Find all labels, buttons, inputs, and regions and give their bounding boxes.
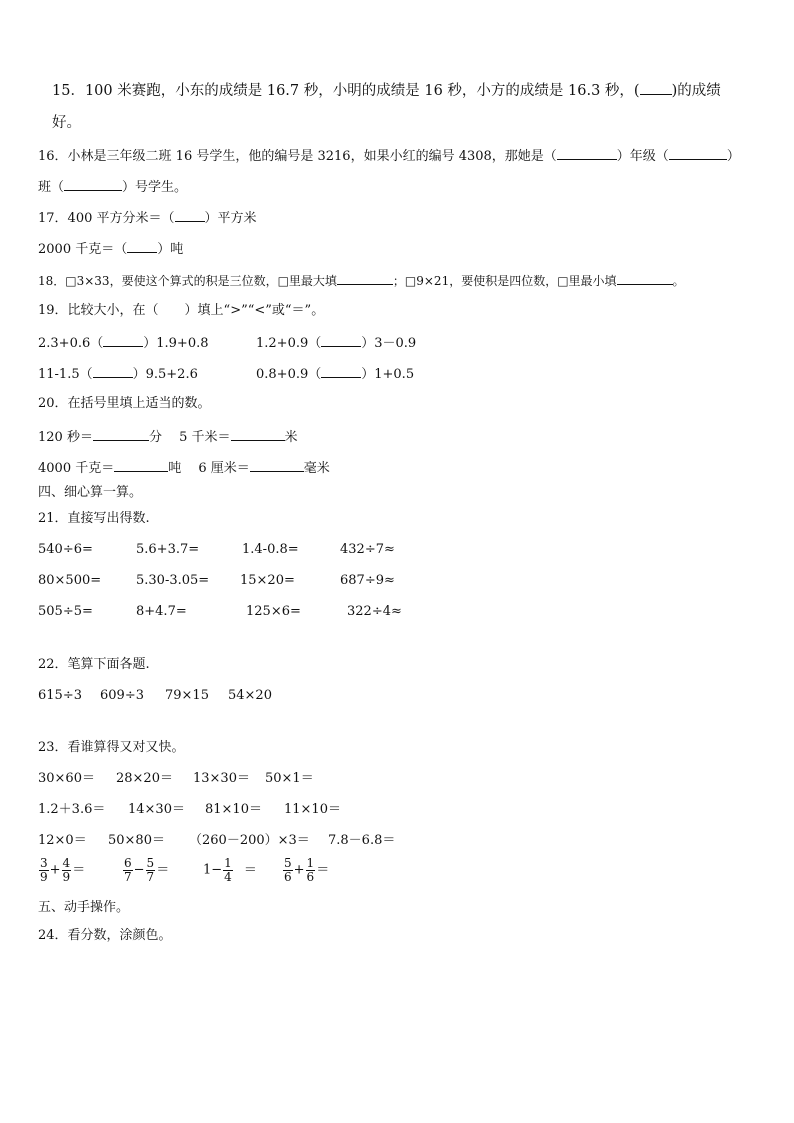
q20-row1: 120 秒＝ 分 5 千米＝ 米 bbox=[38, 430, 298, 445]
q18-blank-1[interactable] bbox=[337, 272, 393, 285]
q16-blank-grade[interactable] bbox=[557, 147, 617, 160]
q16-blank-number[interactable] bbox=[64, 178, 122, 191]
q23-r3c3: （260－200）×3＝ bbox=[189, 833, 310, 848]
q23-r2c2: 14×30＝ bbox=[128, 802, 185, 817]
q21-r3c3: 125×6= bbox=[246, 604, 301, 619]
q23-r1c2: 28×20＝ bbox=[116, 771, 173, 786]
q20-blank-4[interactable] bbox=[250, 459, 304, 472]
q22-item-3: 79×15 bbox=[165, 688, 209, 703]
q21-r1c3: 1.4-0.8= bbox=[242, 542, 299, 557]
q21-r1c1: 540÷6= bbox=[38, 542, 93, 557]
q20-blank-2[interactable] bbox=[231, 428, 285, 441]
q23-r2c1: 1.2＋3.6＝ bbox=[38, 802, 106, 817]
q23-title: 23．看谁算得又对又快。 bbox=[38, 740, 185, 755]
fraction: $\frac{5}{7}$ bbox=[146, 856, 155, 884]
q21-title: 21．直接写出得数. bbox=[38, 511, 150, 526]
q23-r2c4: 11×10＝ bbox=[284, 802, 341, 817]
fraction: $\frac{1}{6}$ bbox=[306, 856, 315, 884]
q21-r2c3: 15×20= bbox=[240, 573, 295, 588]
section-5-heading: 五、动手操作。 bbox=[38, 900, 130, 915]
q20-row2: 4000 千克＝ 吨 6 厘米＝ 毫米 bbox=[38, 461, 330, 476]
q18-blank-2[interactable] bbox=[617, 272, 673, 285]
q18-line: 18．□3×33，要使这个算式的积是三位数，□里最大填 ；□9×21，要使积是四位数，□里最小填 。 bbox=[38, 274, 685, 288]
fraction: $\frac{1}{4}$ bbox=[224, 856, 232, 884]
q20-blank-1[interactable] bbox=[93, 428, 149, 441]
q19-blank[interactable] bbox=[321, 365, 361, 378]
q21-r2c2: 5.30-3.05= bbox=[136, 573, 210, 588]
q17-blank-2[interactable] bbox=[127, 240, 157, 253]
q19-blank[interactable] bbox=[103, 334, 143, 347]
q19-r2-left: 11-1.5（ ）9.5+2.6 bbox=[38, 367, 198, 382]
q23-r1c3: 13×30＝ bbox=[193, 771, 250, 786]
fraction: $\frac{6}{7}$ bbox=[124, 856, 132, 884]
q22-item-1: 615÷3 bbox=[38, 688, 82, 703]
q20-title: 20．在括号里填上适当的数。 bbox=[38, 396, 211, 411]
q23-r3c2: 50×80＝ bbox=[108, 833, 165, 848]
q21-r3c4: 322÷4≈ bbox=[347, 604, 402, 619]
fraction: $\frac{4}{9}$ bbox=[62, 856, 71, 884]
q23-r1c1: 30×60＝ bbox=[38, 771, 95, 786]
q23-r3c1: 12×0＝ bbox=[38, 833, 87, 848]
q16-line2: 班（ ）号学生。 bbox=[38, 180, 188, 195]
fraction: $\frac{5}{6}$ bbox=[284, 856, 292, 884]
q16-line1: 16．小林是三年级二班 16 号学生，他的编号是 3216，如果小红的编号 4308，那她是（ ）年级（ ） bbox=[38, 149, 740, 164]
q15-blank[interactable] bbox=[640, 82, 672, 95]
q24-title: 24．看分数，涂颜色。 bbox=[38, 928, 172, 943]
q23-fraction-3: 1− $\frac{1}{4}$ ＝ bbox=[203, 856, 257, 884]
q21-r2c1: 80×500= bbox=[38, 573, 102, 588]
q21-r2c4: 687÷9≈ bbox=[340, 573, 395, 588]
q15-line1: 15．100 米赛跑，小东的成绩是 16.7 秒，小明的成绩是 16 秒，小方的成绩是 16.3 秒，( )的成绩 bbox=[52, 83, 721, 99]
q23-r3c4: 7.8－6.8＝ bbox=[328, 833, 396, 848]
fraction: $\frac{3}{9}$ bbox=[40, 856, 48, 884]
q23-r1c4: 50×1＝ bbox=[265, 771, 314, 786]
q20-blank-3[interactable] bbox=[114, 459, 168, 472]
q17-line1: 17．400 平方分米＝（ ）平方米 bbox=[38, 211, 257, 226]
section-4-heading: 四、细心算一算。 bbox=[38, 485, 143, 500]
q19-title: 19．比较大小，在（ ）填上“>”“<”或“＝”。 bbox=[38, 303, 325, 318]
q17-blank-1[interactable] bbox=[175, 209, 205, 222]
q23-r2c3: 81×10＝ bbox=[205, 802, 262, 817]
q23-fraction-1: $\frac{3}{9}$ + $\frac{4}{9}$ ＝ bbox=[40, 856, 86, 884]
q21-r1c2: 5.6+3.7= bbox=[136, 542, 200, 557]
q22-item-4: 54×20 bbox=[228, 688, 272, 703]
q19-blank[interactable] bbox=[321, 334, 361, 347]
q21-r3c2: 8+4.7= bbox=[136, 604, 187, 619]
q22-title: 22．笔算下面各题. bbox=[38, 657, 150, 672]
q23-fraction-4: $\frac{5}{6}$ + $\frac{1}{6}$ ＝ bbox=[284, 856, 330, 884]
q23-fraction-2: $\frac{6}{7}$ − $\frac{5}{7}$ ＝ bbox=[124, 856, 170, 884]
q19-r1-left: 2.3+0.6（ ）1.9+0.8 bbox=[38, 336, 209, 351]
q19-r2-right: 0.8+0.9（ ）1+0.5 bbox=[256, 367, 415, 382]
q22-item-2: 609÷3 bbox=[100, 688, 144, 703]
q21-r3c1: 505÷5= bbox=[38, 604, 93, 619]
q19-r1-right: 1.2+0.9（ ）3－0.9 bbox=[256, 336, 417, 351]
q19-blank[interactable] bbox=[93, 365, 133, 378]
q21-r1c4: 432÷7≈ bbox=[340, 542, 395, 557]
q15-line2: 好。 bbox=[52, 115, 81, 131]
q17-line2: 2000 千克＝（ ）吨 bbox=[38, 242, 184, 257]
q16-blank-class[interactable] bbox=[669, 147, 727, 160]
